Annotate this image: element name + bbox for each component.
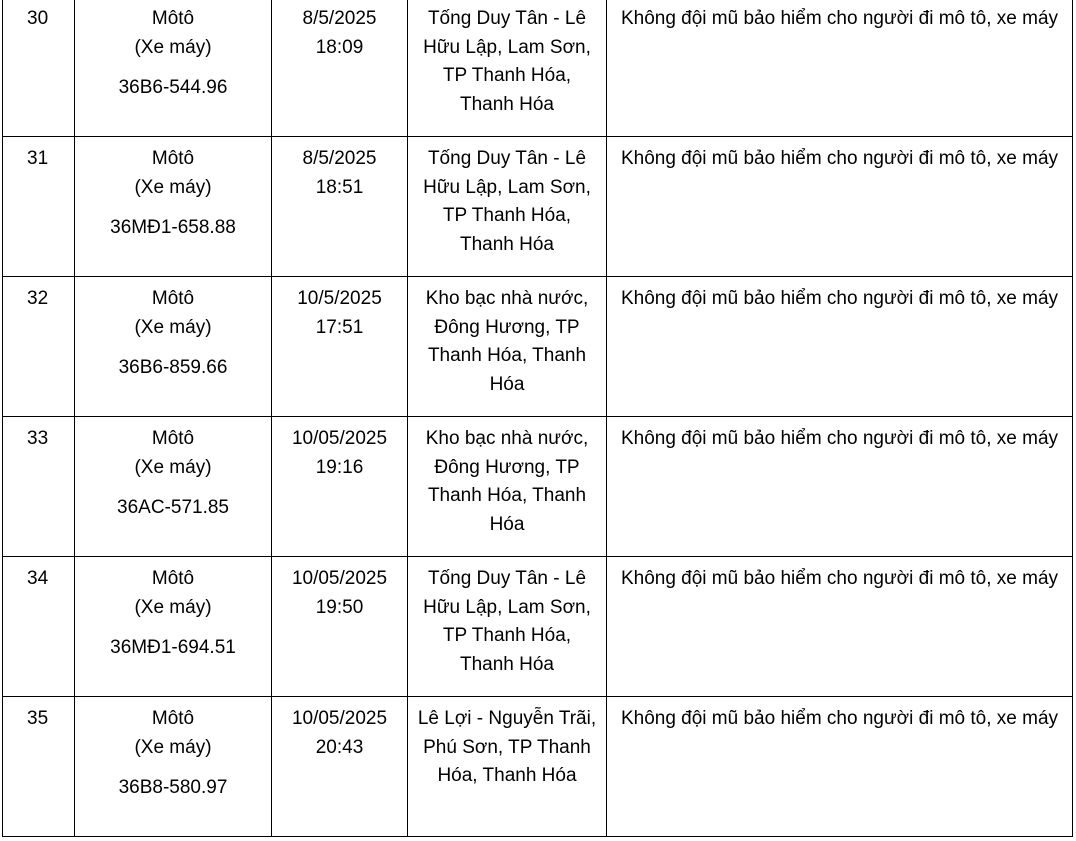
row-number: 34: [3, 557, 75, 697]
datetime-cell: [272, 0, 408, 137]
row-number: 32: [3, 277, 75, 417]
table-row: [3, 0, 1073, 137]
vehicle-cell: [75, 557, 272, 697]
vehicle-subtype: (Xe máy): [134, 596, 212, 618]
vehicle-subtype: (Xe máy): [134, 736, 212, 758]
violation-cell: Không đội mũ bảo hiểm cho người đi mô tô, xe máy: [607, 0, 1073, 137]
violation-date: 10/5/2025: [297, 288, 382, 309]
location-cell: Lê Lợi - Nguyễn Trãi, Phú Sơn, TP Thanh Hóa, Thanh Hóa: [408, 697, 607, 837]
violation-cell: Không đội mũ bảo hiểm cho người đi mô tô, xe máy: [607, 417, 1073, 557]
vehicle-type: Môtô: [151, 8, 195, 29]
table-row: [3, 417, 1073, 557]
violation-time: 19:16: [315, 456, 364, 478]
vehicle-cell: [75, 0, 272, 137]
vehicle-type: Môtô: [151, 428, 195, 449]
violation-time: 17:51: [315, 316, 364, 338]
license-plate: 36B8-580.97: [118, 777, 228, 798]
vehicle-cell: [75, 277, 272, 417]
datetime-cell: [272, 557, 408, 697]
violation-date: 10/05/2025: [291, 568, 388, 589]
license-plate: 36MĐ1-658.88: [110, 217, 236, 238]
violation-date: 10/05/2025: [291, 708, 388, 729]
vehicle-subtype: (Xe máy): [134, 316, 212, 338]
datetime-cell: [272, 137, 408, 277]
violation-cell: Không đội mũ bảo hiểm cho người đi mô tô, xe máy: [607, 137, 1073, 277]
vehicle-cell: [75, 417, 272, 557]
vehicle-cell: [75, 697, 272, 837]
license-plate: 36AC-571.85: [117, 497, 229, 518]
vehicle-type: Môtô: [151, 148, 195, 169]
violation-time: 19:50: [315, 596, 364, 618]
violation-time: 18:09: [315, 36, 364, 58]
violation-cell: Không đội mũ bảo hiểm cho người đi mô tô, xe máy: [607, 557, 1073, 697]
datetime-cell: [272, 417, 408, 557]
vehicle-cell: [75, 137, 272, 277]
violation-date: 8/5/2025: [302, 148, 377, 169]
location-cell: Tống Duy Tân - Lê Hữu Lập, Lam Sơn, TP Thanh Hóa, Thanh Hóa: [408, 137, 607, 277]
location-cell: Kho bạc nhà nước, Đông Hương, TP Thanh Hóa, Thanh Hóa: [408, 417, 607, 557]
vehicle-subtype: (Xe máy): [134, 456, 212, 478]
vehicle-type: Môtô: [151, 708, 195, 729]
license-plate: 36B6-859.66: [118, 357, 228, 378]
violation-time: 20:43: [315, 736, 364, 758]
violation-cell: Không đội mũ bảo hiểm cho người đi mô tô, xe máy: [607, 277, 1073, 417]
table-row: [3, 137, 1073, 277]
table-row: [3, 697, 1073, 837]
vehicle-type: Môtô: [151, 288, 195, 309]
license-plate: 36MĐ1-694.51: [110, 637, 236, 658]
violation-date: 10/05/2025: [291, 428, 388, 449]
violation-cell: Không đội mũ bảo hiểm cho người đi mô tô, xe máy: [607, 697, 1073, 837]
vehicle-type: Môtô: [151, 568, 195, 589]
row-number: 35: [3, 697, 75, 837]
violations-table: [2, 0, 1073, 837]
row-number: 33: [3, 417, 75, 557]
row-number: 30: [3, 0, 75, 137]
violation-time: 18:51: [315, 176, 364, 198]
location-cell: Tống Duy Tân - Lê Hữu Lập, Lam Sơn, TP Thanh Hóa, Thanh Hóa: [408, 0, 607, 137]
location-cell: Tống Duy Tân - Lê Hữu Lập, Lam Sơn, TP Thanh Hóa, Thanh Hóa: [408, 557, 607, 697]
row-number: 31: [3, 137, 75, 277]
datetime-cell: [272, 697, 408, 837]
datetime-cell: [272, 277, 408, 417]
table-row: [3, 277, 1073, 417]
vehicle-subtype: (Xe máy): [134, 36, 212, 58]
license-plate: 36B6-544.96: [118, 77, 228, 98]
vehicle-subtype: (Xe máy): [134, 176, 212, 198]
table-row: [3, 557, 1073, 697]
violation-date: 8/5/2025: [302, 8, 377, 29]
location-cell: Kho bạc nhà nước, Đông Hương, TP Thanh Hóa, Thanh Hóa: [408, 277, 607, 417]
